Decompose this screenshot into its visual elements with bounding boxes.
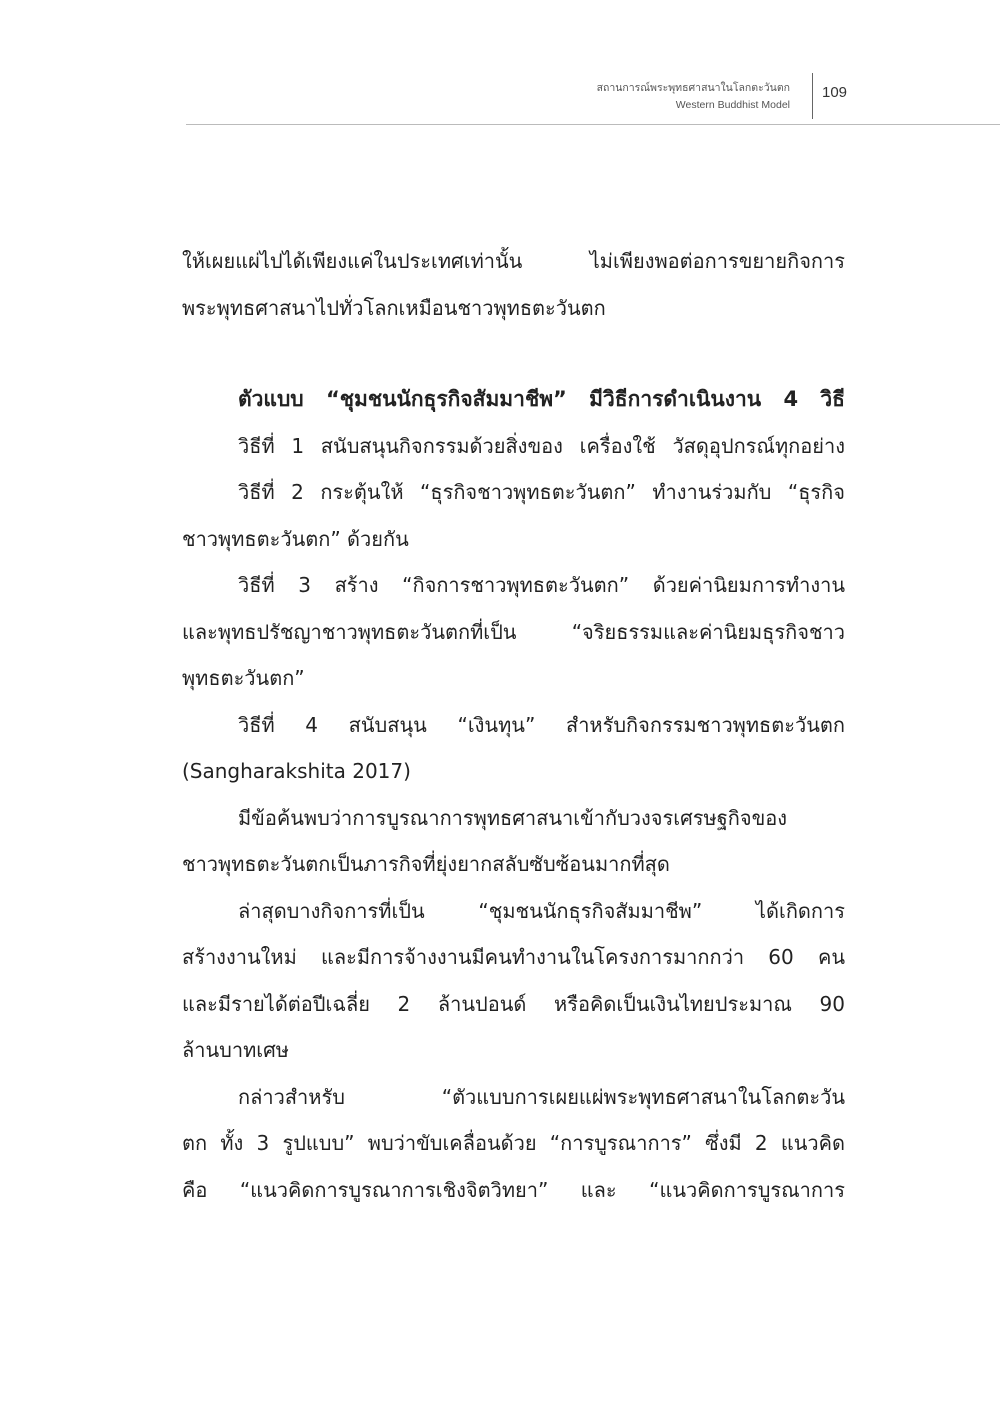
paragraph-line: ตก ทั้ง 3 รูปแบบ” พบว่าขับเคลื่อนด้วย “การบูรณาการ” ซึ่งมี 2 แนวคิด [182,1131,845,1155]
citation-line: (Sangharakshita 2017) [182,759,411,783]
running-title-english: Western Buddhist Model [675,99,790,111]
paragraph-line: วิธีที่ 1 สนับสนุนกิจกรรมด้วยสิ่งของ เครื่องใช้ วัสดุอุปกรณ์ทุกอย่าง [238,433,845,458]
body-text [182,238,845,1213]
paragraph-line: กล่าวสำหรับ “ตัวแบบการเผยแผ่พระพุทธศาสนาในโลกตะวัน [238,1084,845,1109]
paragraph-line: ชาวพุทธตะวันตกเป็นภารกิจที่ยุ่งยากสลับซับซ้อนมากที่สุด [182,852,670,876]
paragraph-line: พุทธตะวันตก” [182,666,305,690]
paragraph-line: และมีรายได้ต่อปีเฉลี่ย 2 ล้านปอนด์ หรือคิดเป็นเงินไทยประมาณ 90 [182,991,845,1016]
paragraph-line: มีข้อค้นพบว่าการบูรณาการพุทธศาสนาเข้ากับวงจรเศรษฐกิจของ [238,805,788,830]
paragraph-line: คือ “แนวคิดการบูรณาการเชิงจิตวิทยา” และ “แนวคิดการบูรณาการ [182,1177,845,1202]
paragraph-line: สร้างงานใหม่ และมีการจ้างงานมีคนทำงานในโครงการมากกว่า 60 คน [182,945,845,969]
section-heading: ตัวแบบ “ชุมชนนักธุรกิจสัมมาชีพ” มีวิธีการดำเนินงาน 4 วิธี [238,387,845,411]
paragraph-gap [182,331,845,376]
paragraph-line: พระพุทธศาสนาไปทั่วโลกเหมือนชาวพุทธตะวันตก [182,295,606,320]
page-number: 109 [822,84,848,101]
paragraph-line: และพุทธปรัชญาชาวพุทธตะวันตกที่เป็น “จริยธรรมและค่านิยมธุรกิจชาว [182,619,845,644]
paragraph-line: ให้เผยแผ่ไปได้เพียงแค่ในประเทศเท่านั้น ไม่เพียงพอต่อการขยายกิจการ [182,249,845,273]
header-divider [812,73,813,119]
paragraph-line: วิธีที่ 3 สร้าง “กิจการชาวพุทธตะวันตก” ด้วยค่านิยมการทำงาน [238,573,845,597]
running-title [597,80,790,114]
paragraph-line: ล้านบาทเศษ [182,1038,289,1062]
paragraph-line: ชาวพุทธตะวันตก” ด้วยกัน [182,526,409,551]
paragraph-line: วิธีที่ 4 สนับสนุน “เงินทุน” สำหรับกิจกรรมชาวพุทธตะวันตก [238,712,845,737]
page-header [0,0,1000,130]
paragraph-line: ล่าสุดบางกิจการที่เป็น “ชุมชนนักธุรกิจสัมมาชีพ” ได้เกิดการ [238,898,845,923]
header-rule [186,124,1000,125]
running-title-thai: สถานการณ์พระพุทธศาสนาในโลกตะวันตก [596,82,790,94]
paragraph-line: วิธีที่ 2 กระตุ้นให้ “ธุรกิจชาวพุทธตะวันตก” ทำงานร่วมกับ “ธุรกิจ [238,480,845,504]
